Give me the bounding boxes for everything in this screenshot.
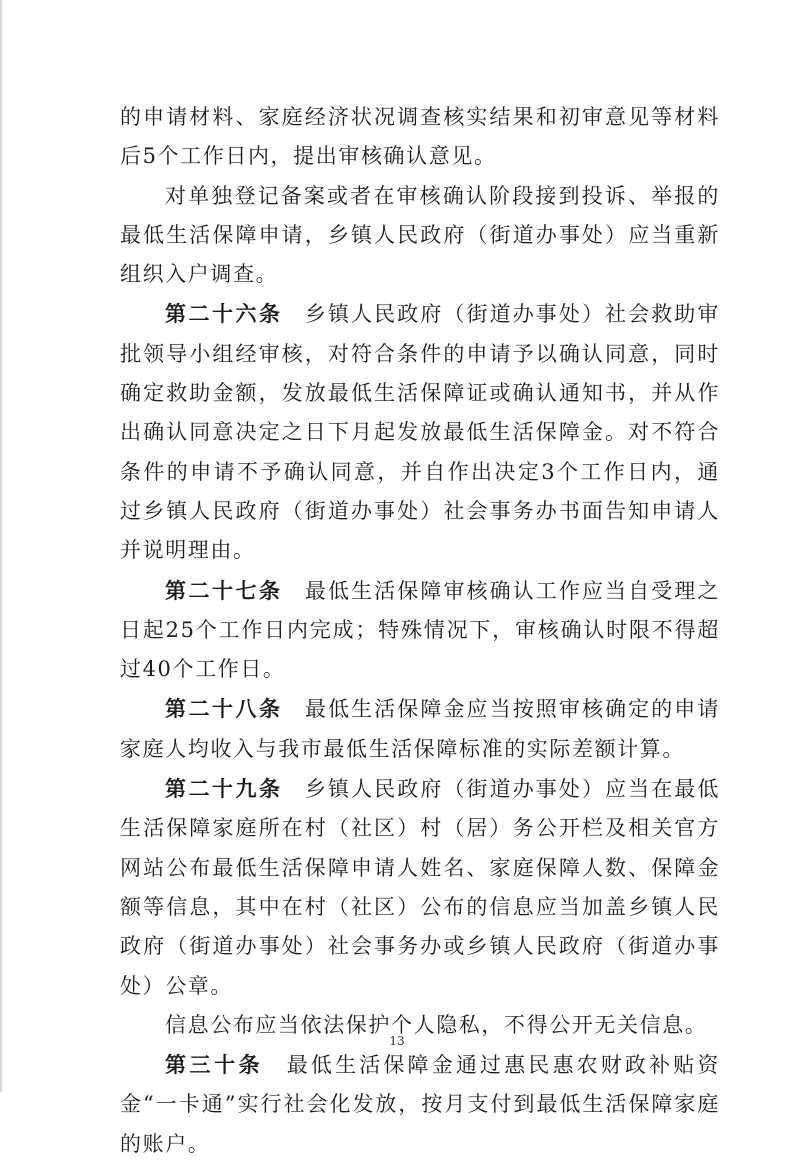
page-number: 13: [389, 1034, 405, 1048]
article-text: 乡镇人民政府（街道办事处）社会救助审批领导小组经审核，对符合条件的申请予以确认同意，同时确定救助金额，发放最低生活保障证或确认通知书，并从作出确认同意决定之日下月起发放最低生活保障金。对不符合条件的申请不予确认同意，并自作出决定3个工作日内，通过乡镇人民政府（街道办事处）社会事务办书面告知申请人并说明理由。: [120, 302, 720, 563]
paragraph-text: 对单独登记备案或者在审核确认阶段接到投诉、举报的最低生活保障申请，乡镇人民政府（街道办事处）应当重新组织入户调查。: [120, 183, 720, 287]
article-heading: 第二十八条: [165, 696, 283, 722]
scan-edge-shadow: [0, 0, 3, 1092]
article-30: [120, 1045, 720, 1164]
article-26: [120, 294, 720, 570]
document-body: [120, 98, 720, 1164]
article-text: 最低生活保障金应当按照审核确定的申请家庭人均收入与我市最低生活保障标准的实际差额计算。: [120, 697, 720, 761]
article-29: [120, 769, 720, 1006]
article-heading: 第二十九条: [165, 776, 283, 802]
article-27: [120, 571, 720, 690]
paragraph-text: 信息公布应当依法保护个人隐私，不得公开无关信息。: [165, 1012, 708, 1037]
paragraph-continuation: [120, 98, 720, 177]
paragraph-reinvestigation: [120, 177, 720, 295]
article-heading: 第二十七条: [165, 577, 283, 603]
article-heading: 第三十条: [165, 1052, 264, 1078]
paragraph-text: 的申请材料、家庭经济状况调查核实结果和初审意见等材料后5个工作日内，提出审核确认意见。: [120, 105, 720, 169]
article-text: 最低生活保障审核确认工作应当自受理之日起25个工作日内完成；特殊情况下，审核确认时限不得超过40个工作日。: [120, 578, 720, 682]
article-heading: 第二十六条: [165, 301, 283, 327]
article-28: [120, 689, 720, 769]
article-text: 乡镇人民政府（街道办事处）应当在最低生活保障家庭所在村（社区）村（居）务公开栏及相关官方网站公布最低生活保障申请人姓名、家庭保障人数、保障金额等信息，其中在村（社区）公布的信息应当加盖乡镇人民政府（街道办事处）社会事务办或乡镇人民政府（街道办事处）公章。: [120, 777, 720, 998]
article-text: 最低生活保障金通过惠民惠农财政补贴资金“一卡通”实行社会化发放，按月支付到最低生活保障家庭的账户。: [120, 1053, 720, 1156]
